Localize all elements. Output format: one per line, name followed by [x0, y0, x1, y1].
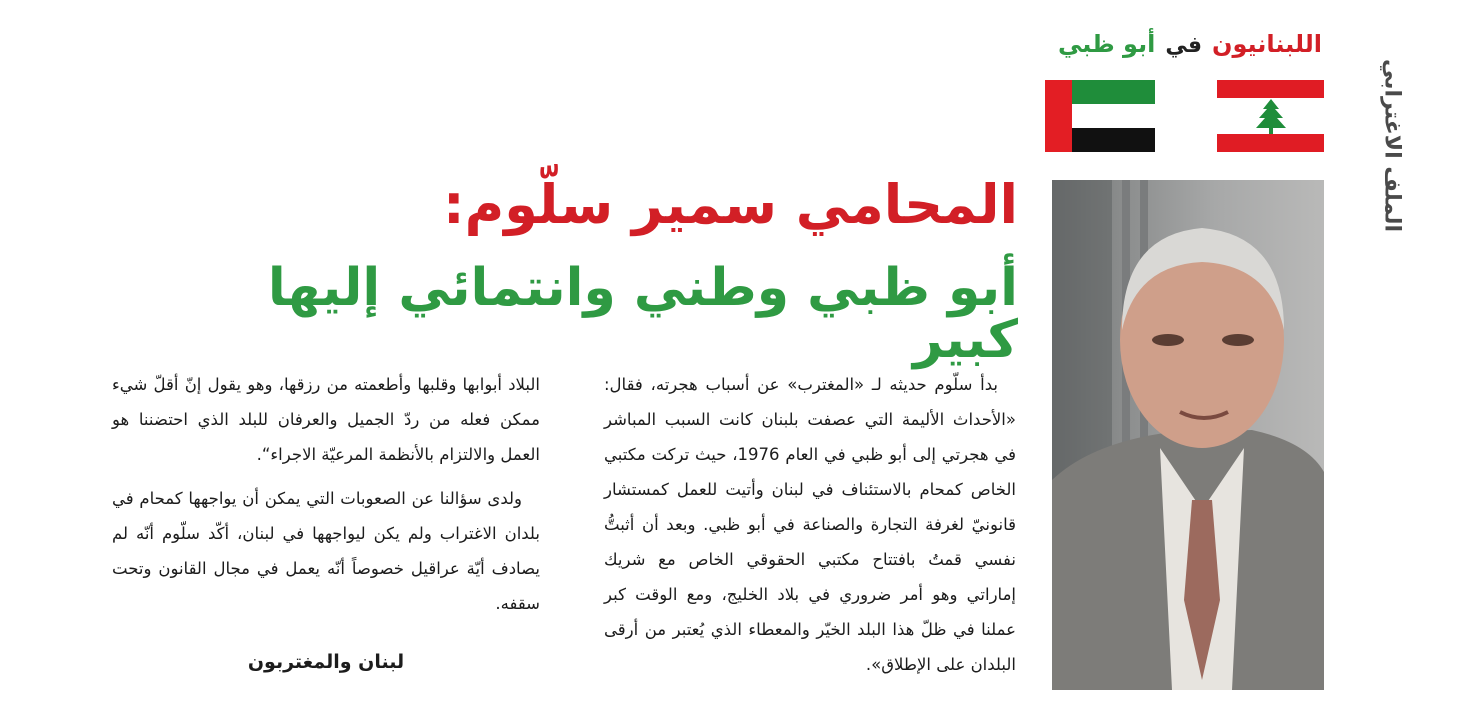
paragraph: بدأ سلّوم حديثه لـ «المغترب» عن أسباب هجرته، فقال: «الأحداث الأليمة التي عصفت بلبنان كانت السبب المباشر في هجرتي إلى أبو ظبي في العام 1976، حيث تركت مكتبي الخاص كمحام بالاستئناف في لبنان وأتيت للعمل كمستشار قانونيّ لغرفة التجارة والصناعة في أبو ظبي. وبعد أن أثبتُّ نفسي قمتُ بافتتاح مكتبي الحقوقي الخاص مع شريك إماراتي وهو أمر ضروري في بلاد الخليج، ومع الوقت كبر عملنا في ظلّ هذا البلد الخيّر والمعطاء الذي يُعتبر من أرقى البلدان على الإطلاق». — [604, 375, 1017, 674]
body-column-right — [604, 367, 1016, 682]
series-word-abu-dhabi: أبو ظبي — [1058, 30, 1156, 58]
headline-line-1: المحامي سمير سلّوم: — [443, 173, 1018, 236]
headline-line-2: أبو ظبي وطني وانتمائي إليها كبير — [267, 258, 1018, 370]
series-header — [1058, 30, 1322, 74]
subheading: لبنان والمغتربون — [247, 651, 405, 673]
cedar-icon — [1253, 97, 1289, 137]
lebanon-flag-icon — [1217, 80, 1324, 152]
series-word-in: في — [1165, 33, 1203, 58]
paragraph: البلاد أبوابها وقلبها وأطعمته من رزقها، وهو يقول إنّ أقلّ شيء ممكن فعله من ردّ الجميل والعرفان للبلد الذي احتضننا هو العمل والالتزام بالأنظمة المرعيّة الاجراء“. — [112, 375, 540, 464]
uae-flag-icon — [1045, 80, 1155, 152]
portrait-photo — [1052, 180, 1324, 690]
body-column-left — [112, 367, 540, 680]
section-label: الملف الاغترابي — [1379, 58, 1405, 232]
paragraph: ولدى سؤالنا عن الصعوبات التي يمكن أن يواجهها كمحام في بلدان الاغتراب ولم يكن ليواجهها في لبنان، أكّد سلّوم أنّه لم يصادف أيّة عراقيل خصوصاً أنّه يعمل في مجال القانون وتحت سقفه. — [112, 489, 540, 613]
series-word-lebanese: اللبنانيون — [1212, 30, 1322, 58]
